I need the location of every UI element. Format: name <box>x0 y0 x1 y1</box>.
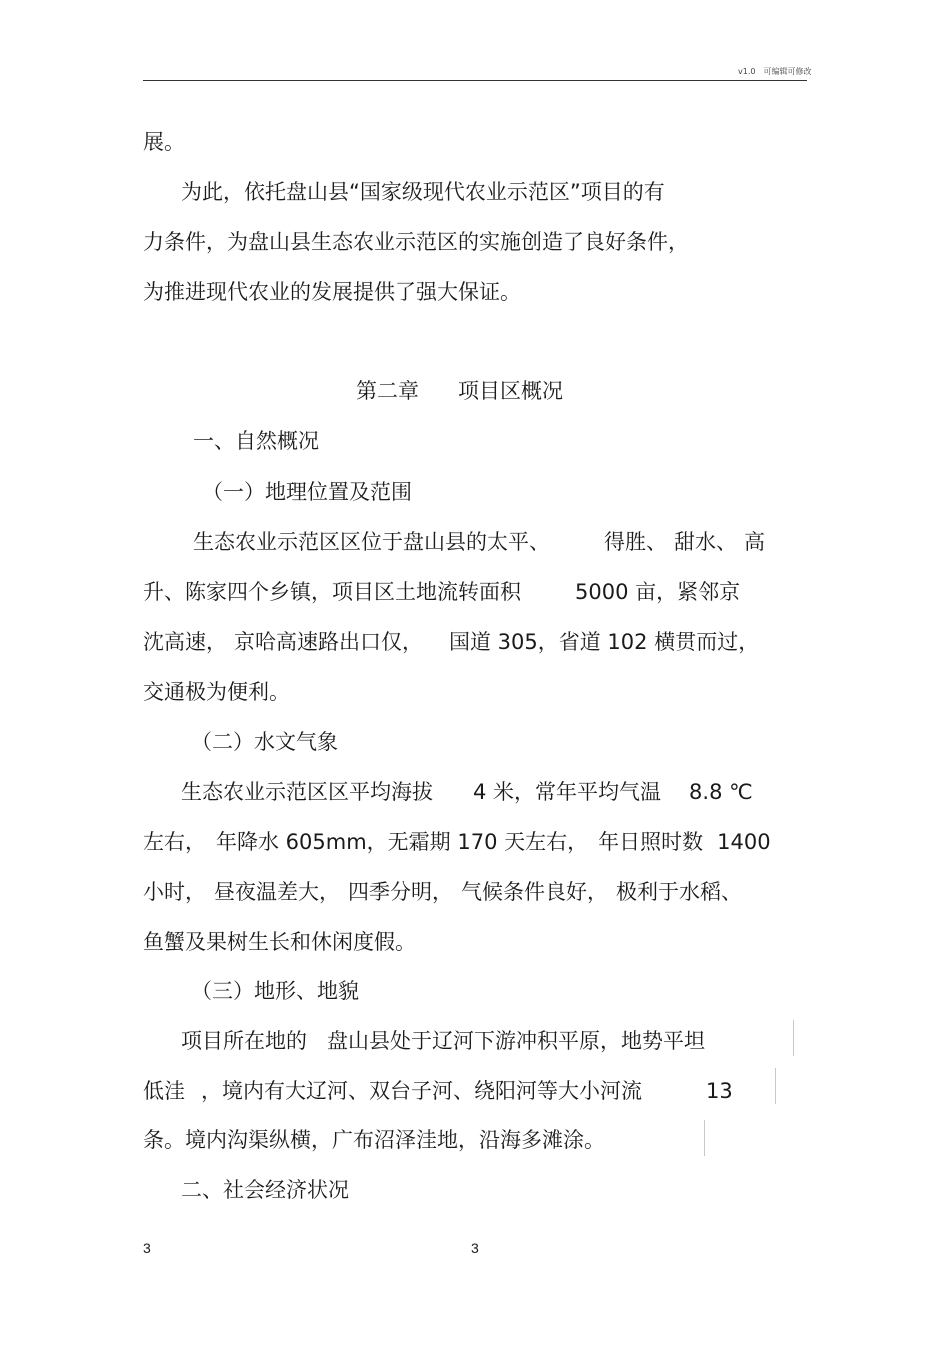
text-run: 小时， <box>143 880 206 904</box>
section-heading: 一、自然概况 <box>193 429 319 453</box>
text-run: 低洼 <box>143 1079 185 1103</box>
text-run: 13 <box>706 1079 733 1103</box>
paragraph-line <box>143 827 771 857</box>
text-run: 高 <box>744 530 765 554</box>
text-run: 国道 305，省道 102 横贯而过， <box>449 630 760 654</box>
paragraph-line: 鱼蟹及果树生长和休闲度假。 <box>143 930 416 954</box>
header-rule <box>143 80 807 81</box>
margin-mark <box>704 1120 705 1156</box>
paragraph-line <box>181 1026 705 1056</box>
chapter-number: 第二章 <box>356 379 419 403</box>
subsection-heading: （一）地理位置及范围 <box>202 480 412 504</box>
page-number-center: 3 <box>471 1240 479 1256</box>
margin-mark <box>793 1020 794 1056</box>
page-number-left: 3 <box>143 1240 151 1256</box>
chapter-heading <box>356 376 563 406</box>
text-run: 升、陈家四个乡镇，项目区土地流转面积 <box>143 580 521 604</box>
text-run: 生态农业示范区区位于盘山县的太平、 <box>193 530 550 554</box>
text-run: 5000 亩，紧邻京 <box>575 580 741 604</box>
paragraph-line <box>181 777 753 807</box>
text-run: 生态农业示范区区平均海拔 <box>181 780 433 804</box>
paragraph-line: 为推进现代农业的发展提供了强大保证。 <box>143 280 521 304</box>
text-run: 年降水 605mm，无霜期 170 天左右， <box>216 830 589 854</box>
text-run: 气候条件良好， <box>461 880 608 904</box>
text-run: 盘山县处于辽河下游冲积平原，地势平坦 <box>327 1029 705 1053</box>
text-run: 年日照时数 <box>598 830 704 854</box>
text-run: 8.8 ℃ <box>689 780 753 804</box>
header-version-note: v1.0 可编辑可修改 <box>738 67 812 76</box>
text-run: ，境内有大辽河、双台子河、绕阳河等大小河流 <box>201 1079 642 1103</box>
text-run: 四季分明， <box>348 880 453 904</box>
paragraph-line <box>143 627 759 657</box>
text-run: 1400 <box>717 830 771 854</box>
paragraph-line: 交通极为便利。 <box>143 680 290 704</box>
section-heading: 二、社会经济状况 <box>181 1178 349 1202</box>
text-run: 京哈高速路出口仅， <box>234 630 423 654</box>
paragraph-line: 力条件，为盘山县生态农业示范区的实施创造了良好条件， <box>143 230 689 254</box>
paragraph-line: 展。 <box>143 130 185 154</box>
text-run: 左右， <box>143 830 206 854</box>
text-run: 得胜、 <box>604 530 667 554</box>
paragraph-line <box>143 577 740 607</box>
paragraph-line <box>143 877 742 907</box>
text-run: 极利于水稻、 <box>616 880 742 904</box>
text-run: 沈高速， <box>143 630 227 654</box>
text-run: 项目所在地的 <box>181 1029 307 1053</box>
paragraph-line: 为此，依托盘山县“国家级现代农业示范区”项目的有 <box>181 180 665 204</box>
subsection-heading: （二）水文气象 <box>191 730 338 754</box>
paragraph-line: 条。境内沟渠纵横，广布沼泽洼地，沿海多滩涂。 <box>143 1128 605 1152</box>
chapter-title: 项目区概况 <box>458 379 563 403</box>
text-run: 昼夜温差大， <box>214 880 340 904</box>
subsection-heading: （三）地形、地貌 <box>191 979 359 1003</box>
paragraph-line <box>143 1076 733 1106</box>
paragraph-line <box>193 527 765 557</box>
margin-mark <box>775 1068 776 1104</box>
text-run: 4 米，常年平均气温 <box>473 780 662 804</box>
text-run: 甜水、 <box>674 530 737 554</box>
